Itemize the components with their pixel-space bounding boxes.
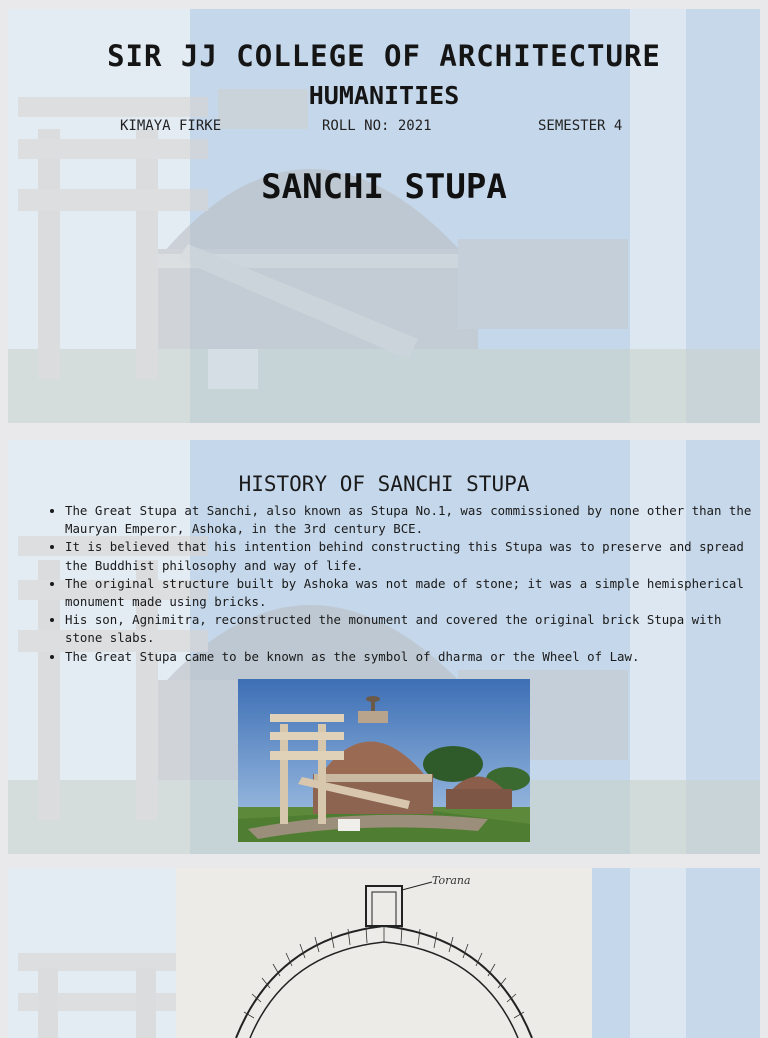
history-bullet-list — [48, 502, 760, 666]
title-slide — [8, 9, 760, 423]
bullet-item: • The original structure built by Ashoka was not made of stone; it was a simple hemispherical monument made using bricks. — [65, 575, 760, 611]
presentation-title: SANCHI STUPA — [261, 167, 507, 207]
drawing-slide — [8, 868, 760, 1038]
bullet-item: • It is believed that his intention behind constructing this Stupa was to preserve and spread the Buddhist philosophy and way of life. — [65, 538, 760, 574]
student-name: KIMAYA FIRKE — [120, 118, 222, 134]
college-name: SIR JJ COLLEGE OF ARCHITECTURE — [107, 39, 661, 73]
roll-number: ROLL NO: 2021 — [322, 118, 432, 134]
bullet-item: • The Great Stupa came to be known as the symbol of dharma or the Wheel of Law. — [65, 648, 760, 666]
stupa-photo — [238, 679, 530, 842]
semester: SEMESTER 4 — [538, 118, 623, 134]
subject-name: HUMANITIES — [308, 81, 460, 110]
section-heading: HISTORY OF SANCHI STUPA — [238, 472, 530, 496]
torana-annotation: Torana — [432, 874, 471, 887]
bullet-item: • The Great Stupa at Sanchi, also known as Stupa No.1, was commissioned by none other than the Mauryan Emperor, Ashoka, in the 3rd century BCE. — [65, 502, 760, 538]
history-slide — [8, 440, 760, 854]
stupa-sketch — [176, 868, 592, 1038]
bullet-item: • His son, Agnimitra, reconstructed the monument and covered the original brick Stupa with stone slabs. — [65, 611, 760, 647]
